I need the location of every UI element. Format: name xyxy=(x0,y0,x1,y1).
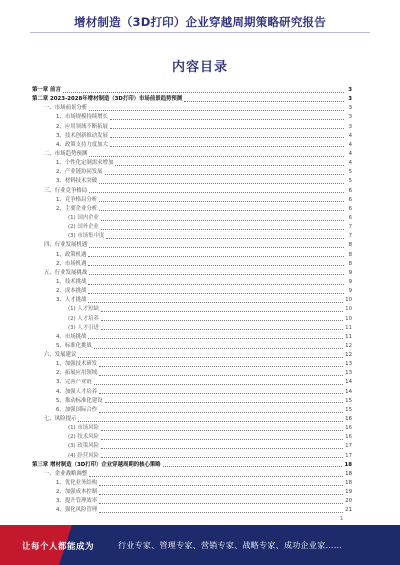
toc-leader-dots xyxy=(88,293,344,294)
toc-entry-label: 1、市场规模持续增长 xyxy=(56,114,108,121)
toc-leader-dots xyxy=(105,174,344,175)
toc-entry[interactable] xyxy=(32,95,352,104)
toc-entry-label: (2) 国外企业 xyxy=(68,224,99,231)
toc-entry-page: 16 xyxy=(345,425,352,432)
toc-entry-label: 2、拓展应用领域 xyxy=(56,370,98,377)
toc-entry-page: 9 xyxy=(348,269,352,276)
toc-leader-dots xyxy=(101,320,343,321)
toc-entry-label: 2、成本挑战 xyxy=(56,288,87,295)
toc-entry[interactable] xyxy=(32,86,352,95)
toc-entry[interactable] xyxy=(32,269,352,278)
toc-entry-label: 3、材料技术突破 xyxy=(56,178,98,185)
toc-entry[interactable] xyxy=(32,287,352,296)
toc-entry-page: 13 xyxy=(345,361,352,368)
toc-entry-label: 第一章 前言 xyxy=(32,86,61,93)
toc-entry-page: 7 xyxy=(348,233,352,240)
toc-entry-page: 15 xyxy=(345,406,352,413)
toc-entry[interactable] xyxy=(32,415,352,424)
toc-entry-label: 5、标准化挑战 xyxy=(56,342,92,349)
toc-entry[interactable] xyxy=(32,113,352,122)
toc-entry[interactable] xyxy=(32,296,352,305)
toc-leader-dots xyxy=(101,430,343,431)
footer-tagline: 行业专家、管理专家、营销专家、战略专家、成功企业家…… xyxy=(118,541,343,550)
page-header xyxy=(0,0,400,36)
toc-entry[interactable] xyxy=(32,333,352,342)
toc-leader-dots xyxy=(110,119,344,120)
toc-entry[interactable] xyxy=(32,251,352,260)
table-of-contents xyxy=(32,86,352,516)
toc-leader-dots xyxy=(89,274,344,275)
toc-entry-page: 5 xyxy=(348,178,352,185)
toc-entry[interactable] xyxy=(32,324,352,333)
toc-entry-page: 20 xyxy=(345,498,352,505)
toc-entry-label: 2、主要企业分析 xyxy=(56,205,98,212)
toc-leader-dots xyxy=(110,137,344,138)
toc-leader-dots xyxy=(101,311,343,312)
toc-entry[interactable] xyxy=(32,369,352,378)
toc-leader-dots xyxy=(99,503,343,504)
toc-entry[interactable] xyxy=(32,351,352,360)
toc-entry-page: 12 xyxy=(345,342,352,349)
toc-entry[interactable] xyxy=(32,424,352,433)
toc-entry-label: 1、个性化定制需求增加 xyxy=(56,160,114,167)
toc-entry[interactable] xyxy=(32,360,352,369)
page-number: 1 xyxy=(340,516,344,522)
toc-leader-dots xyxy=(163,466,343,467)
toc-entry[interactable] xyxy=(32,232,352,241)
toc-entry-page: 3 xyxy=(348,96,352,103)
toc-entry-label: (4) 经营风险 xyxy=(68,452,99,459)
toc-entry-label: 五、行业发展挑战 xyxy=(44,269,88,276)
toc-leader-dots xyxy=(99,183,344,184)
toc-leader-dots xyxy=(94,348,343,349)
toc-entry-page: 8 xyxy=(348,242,352,249)
toc-entry-page: 9 xyxy=(348,278,352,285)
toc-entry[interactable] xyxy=(32,123,352,132)
toc-leader-dots xyxy=(88,302,343,303)
toc-entry-page: 17 xyxy=(345,443,352,450)
toc-entry-label: (3) 市场集中度 xyxy=(68,233,105,240)
toc-leader-dots xyxy=(101,457,343,458)
toc-entry-page: 6 xyxy=(348,205,352,212)
toc-leader-dots xyxy=(99,366,343,367)
toc-entry[interactable] xyxy=(32,159,352,168)
toc-leader-dots xyxy=(89,192,344,193)
toc-entry-label: 4、强化风险管理 xyxy=(56,507,98,514)
toc-entry[interactable] xyxy=(32,479,352,488)
toc-leader-dots xyxy=(88,256,344,257)
toc-entry-page: 4 xyxy=(348,141,352,148)
toc-entry-page: 11 xyxy=(345,324,352,331)
toc-leader-dots xyxy=(101,439,343,440)
toc-entry-label: 5、推动标准化建设 xyxy=(56,397,103,404)
toc-leader-dots xyxy=(99,412,343,413)
toc-entry-label: 1、政策机遇 xyxy=(56,251,87,258)
toc-entry[interactable] xyxy=(32,168,352,177)
toc-leader-dots xyxy=(89,156,344,157)
toc-leader-dots xyxy=(106,238,344,239)
toc-entry-page: 14 xyxy=(345,388,352,395)
toc-entry-page: 15 xyxy=(345,397,352,404)
toc-entry-label: 4、市场挑战 xyxy=(56,333,87,340)
toc-leader-dots xyxy=(89,247,344,248)
toc-leader-dots xyxy=(78,421,343,422)
toc-entry-page: 12 xyxy=(345,352,352,359)
toc-entry[interactable] xyxy=(32,177,352,186)
toc-entry-page: 16 xyxy=(345,434,352,441)
toc-entry-page: 8 xyxy=(348,251,352,258)
toc-leader-dots xyxy=(88,284,344,285)
toc-leader-dots xyxy=(89,476,343,477)
toc-entry[interactable] xyxy=(32,506,352,515)
toc-leader-dots xyxy=(99,393,343,394)
toc-entry-label: 第二章 2023-2028年增材制造（3D打印）市场前景趋势预测 xyxy=(32,96,183,103)
toc-leader-dots xyxy=(115,165,344,166)
toc-entry-label: 第三章 增材制造（3D打印）企业穿越周期的核心策略 xyxy=(32,461,161,468)
toc-entry-page: 18 xyxy=(345,470,352,477)
toc-entry-label: 3、技术创新推动发展 xyxy=(56,132,108,139)
toc-entry[interactable] xyxy=(32,305,352,314)
toc-entry-page: 6 xyxy=(348,214,352,221)
toc-entry-label: 一、企业战略调整 xyxy=(44,470,88,477)
toc-entry[interactable] xyxy=(32,150,352,159)
toc-leader-dots xyxy=(99,485,343,486)
toc-entry-page: 4 xyxy=(348,132,352,139)
toc-entry-page: 6 xyxy=(348,187,352,194)
toc-entry-page: 4 xyxy=(348,150,352,157)
toc-leader-dots xyxy=(88,338,343,339)
toc-entry-page: 3 xyxy=(348,114,352,121)
toc-entry-page: 18 xyxy=(345,480,352,487)
toc-entry-label: (3) 政策风险 xyxy=(68,443,99,450)
toc-entry-page: 16 xyxy=(345,416,352,423)
toc-entry-page: 14 xyxy=(345,379,352,386)
toc-entry-page: 10 xyxy=(345,297,352,304)
toc-leader-dots xyxy=(88,265,344,266)
toc-entry-label: 1、技术挑战 xyxy=(56,278,87,285)
toc-entry-label: 三、行业竞争格局 xyxy=(44,187,88,194)
toc-entry-label: 四、行业发展机遇 xyxy=(44,242,88,249)
toc-entry-label: 2、加强成本控制 xyxy=(56,489,98,496)
toc-entry-page: 3 xyxy=(348,86,352,93)
toc-entry-label: 六、发展建议 xyxy=(44,352,77,359)
toc-entry[interactable] xyxy=(32,241,352,250)
toc-leader-dots xyxy=(89,110,344,111)
toc-entry[interactable] xyxy=(32,433,352,442)
toc-entry-label: 1、加强技术研发 xyxy=(56,361,98,368)
toc-entry[interactable] xyxy=(32,278,352,287)
toc-entry-page: 17 xyxy=(345,452,352,459)
toc-entry-page: 3 xyxy=(348,123,352,130)
toc-leader-dots xyxy=(184,101,344,102)
toc-entry[interactable] xyxy=(32,196,352,205)
toc-leader-dots xyxy=(101,448,343,449)
toc-entry[interactable] xyxy=(32,205,352,214)
toc-leader-dots xyxy=(99,375,343,376)
footer-slogan: 让每个人都能成为 xyxy=(22,542,95,552)
toc-entry-page: 11 xyxy=(345,333,352,340)
toc-entry-label: (1) 市场风险 xyxy=(68,425,99,432)
toc-entry-page: 13 xyxy=(345,370,352,377)
toc-entry-page: 5 xyxy=(348,169,352,176)
toc-leader-dots xyxy=(78,357,343,358)
toc-entry-label: (3) 人才引进 xyxy=(68,324,99,331)
toc-entry-label: 4、政策支持力度加大 xyxy=(56,141,108,148)
toc-entry-label: (1) 人才短缺 xyxy=(68,306,99,313)
toc-entry-label: 一、市场前景分析 xyxy=(44,105,88,112)
toc-leader-dots xyxy=(99,494,343,495)
toc-leader-dots xyxy=(94,384,343,385)
toc-leader-dots xyxy=(101,220,344,221)
toc-entry-label: 3、人才挑战 xyxy=(56,297,87,304)
toc-entry-label: 4、加强人才培养 xyxy=(56,388,98,395)
toc-entry-page: 3 xyxy=(348,105,352,112)
toc-leader-dots xyxy=(101,229,344,230)
toc-entry[interactable] xyxy=(32,104,352,113)
toc-entry-page: 10 xyxy=(345,306,352,313)
toc-entry-label: (2) 人才培养 xyxy=(68,315,99,322)
toc-heading: 内容目录 xyxy=(171,60,228,75)
toc-entry[interactable] xyxy=(32,223,352,232)
toc-entry[interactable] xyxy=(32,315,352,324)
toc-entry-label: 七、风险提示 xyxy=(44,416,77,423)
toc-entry[interactable] xyxy=(32,442,352,451)
toc-entry-page: 6 xyxy=(348,196,352,203)
toc-entry[interactable] xyxy=(32,452,352,461)
toc-entry-label: (1) 国内企业 xyxy=(68,214,99,221)
toc-entry-page: 4 xyxy=(348,160,352,167)
toc-entry-label: 2、产业链协同发展 xyxy=(56,169,103,176)
toc-entry[interactable] xyxy=(32,461,352,470)
toc-entry-label: 2、市场机遇 xyxy=(56,260,87,267)
toc-leader-dots xyxy=(99,512,343,513)
toc-entry[interactable] xyxy=(32,497,352,506)
toc-entry-page: 10 xyxy=(345,315,352,322)
toc-entry-page: 21 xyxy=(345,507,352,514)
toc-entry[interactable] xyxy=(32,397,352,406)
toc-leader-dots xyxy=(105,402,344,403)
toc-entry[interactable] xyxy=(32,132,352,141)
toc-leader-dots xyxy=(63,92,344,93)
toc-entry[interactable] xyxy=(32,342,352,351)
toc-leader-dots xyxy=(99,210,344,211)
toc-leader-dots xyxy=(110,128,344,129)
toc-entry[interactable] xyxy=(32,388,352,397)
toc-entry-label: 1、优化业务结构 xyxy=(56,480,98,487)
toc-entry-label: 3、完善产业链 xyxy=(56,379,92,386)
toc-entry[interactable] xyxy=(32,379,352,388)
header-divider xyxy=(30,32,370,33)
toc-entry-label: 3、提升管理效率 xyxy=(56,498,98,505)
toc-leader-dots xyxy=(110,146,344,147)
page-footer xyxy=(0,525,400,565)
toc-entry-label: 1、竞争格局分析 xyxy=(56,196,98,203)
toc-entry-page: 9 xyxy=(348,288,352,295)
toc-entry-page: 19 xyxy=(345,489,352,496)
toc-entry[interactable] xyxy=(32,488,352,497)
toc-entry-label: 2、应用领域不断拓展 xyxy=(56,123,108,130)
toc-entry[interactable] xyxy=(32,260,352,269)
toc-leader-dots xyxy=(99,201,344,202)
toc-leader-dots xyxy=(101,329,343,330)
toc-entry-label: 二、市场趋势预测 xyxy=(44,150,88,157)
toc-entry-page: 8 xyxy=(348,260,352,267)
toc-entry[interactable] xyxy=(32,141,352,150)
toc-entry[interactable] xyxy=(32,187,352,196)
toc-entry-label: 6、加强国际合作 xyxy=(56,406,98,413)
toc-entry-label: (2) 技术风险 xyxy=(68,434,99,441)
toc-entry-page: 18 xyxy=(344,461,352,468)
toc-entry-page: 7 xyxy=(348,224,352,231)
toc-entry[interactable] xyxy=(32,406,352,415)
report-title: 增材制造（3D打印）企业穿越周期策略研究报告 xyxy=(74,15,326,29)
toc-entry[interactable] xyxy=(32,214,352,223)
toc-entry[interactable] xyxy=(32,470,352,479)
